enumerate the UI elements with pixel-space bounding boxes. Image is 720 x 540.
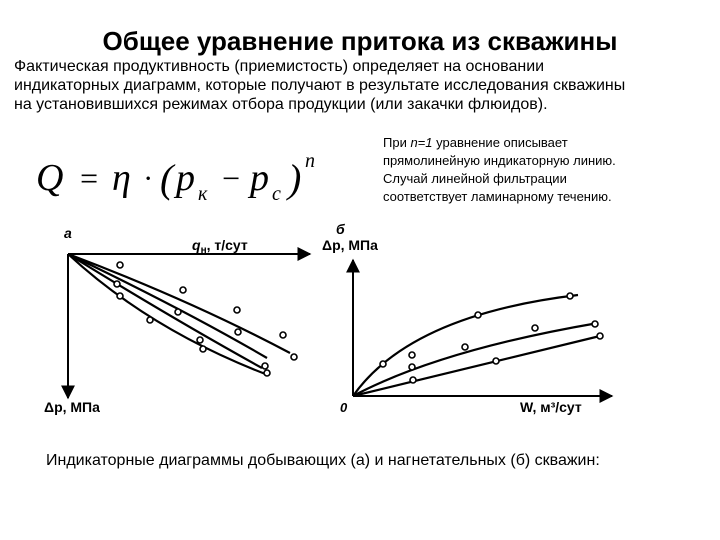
formula-p-k: p	[176, 157, 195, 199]
intro-line-2: индикаторных диаграмм, которые получают в результате исследования скважины	[14, 77, 626, 94]
diagram-a-point	[117, 262, 123, 268]
diagram-a	[44, 225, 310, 415]
diagram-a-point	[291, 354, 297, 360]
diagram-a-point	[147, 317, 153, 323]
diagram-b-point	[475, 312, 481, 318]
note-prefix: При	[383, 135, 411, 150]
diagram-b-point	[409, 352, 415, 358]
diagram-b-point	[567, 293, 573, 299]
diagram-b-points	[380, 293, 603, 383]
formula-sub-c: с	[272, 183, 281, 205]
diagram-a-point	[235, 329, 241, 335]
diagram-a-point	[200, 346, 206, 352]
note-line-3: Случай линейной фильтрации	[383, 171, 567, 186]
diagram-a-x-label: $q_н$, т/сут	[192, 237, 248, 256]
diagram-a-point	[280, 332, 286, 338]
note-line-4: соответствует ламинарному течению.	[383, 189, 612, 204]
formula-minus: −	[220, 160, 242, 196]
formula-p-c: p	[250, 157, 269, 199]
diagram-a-point	[117, 293, 123, 299]
diagram-b-point	[462, 344, 468, 350]
note-line1-rest: уравнение описывает	[432, 135, 568, 150]
diagram-b-point	[409, 364, 415, 370]
diagram-b-curve-3	[353, 336, 600, 396]
note-condition: n=1	[410, 135, 433, 150]
diagram-a-y-label: Δp, МПа	[44, 399, 100, 415]
formula-dot: ·	[144, 162, 152, 195]
diagram-a-label: а	[64, 225, 72, 241]
diagram-b	[322, 221, 612, 415]
note-line-2: прямолинейную индикаторную линию.	[383, 153, 616, 168]
indicator-diagrams	[0, 220, 720, 420]
formula-exponent: n	[305, 150, 315, 172]
formula-equals: =	[78, 160, 100, 196]
diagram-b-point	[380, 361, 386, 367]
note-line-1	[383, 134, 713, 152]
diagram-b-point	[597, 333, 603, 339]
formula-close-paren: )	[288, 156, 302, 201]
formula-q: Q	[36, 157, 64, 199]
diagram-b-label: б	[336, 221, 345, 237]
diagram-a-point	[262, 363, 268, 369]
slide-title: Общее уравнение притока из скважины	[102, 26, 618, 56]
formula-sub-k: к	[198, 183, 208, 205]
diagram-a-point	[197, 337, 203, 343]
diagram-a-point	[264, 370, 270, 376]
intro-text	[14, 57, 714, 114]
diagram-caption: Индикаторные диаграммы добывающих (а) и нагнетательных (б) скважин:	[46, 452, 600, 469]
intro-line-1: Фактическая продуктивность (приемистость) определяет на основании	[14, 58, 545, 75]
diagram-a-point	[180, 287, 186, 293]
diagram-a-points	[114, 262, 297, 376]
diagram-a-point	[175, 309, 181, 315]
diagram-b-point	[410, 377, 416, 383]
formula-open-paren: (	[160, 156, 174, 201]
diagram-b-point	[493, 358, 499, 364]
formula-eta: η	[112, 157, 131, 199]
diagram-a-curve-2	[68, 254, 267, 358]
intro-line-3: на установившихся режимах отбора продукции (или закачки флюидов).	[14, 96, 548, 113]
diagram-b-origin: 0	[340, 400, 348, 415]
diagram-b-x-label: W, м³/сут	[520, 399, 582, 415]
diagram-a-point	[114, 281, 120, 287]
diagram-b-point	[592, 321, 598, 327]
inflow-formula	[34, 145, 334, 215]
linear-flow-note	[383, 134, 713, 206]
diagram-b-y-label: Δp, МПа	[322, 237, 378, 253]
diagram-a-curve-1	[68, 254, 290, 353]
diagram-a-point	[234, 307, 240, 313]
diagram-a-curve-3	[68, 254, 262, 368]
diagram-b-point	[532, 325, 538, 331]
